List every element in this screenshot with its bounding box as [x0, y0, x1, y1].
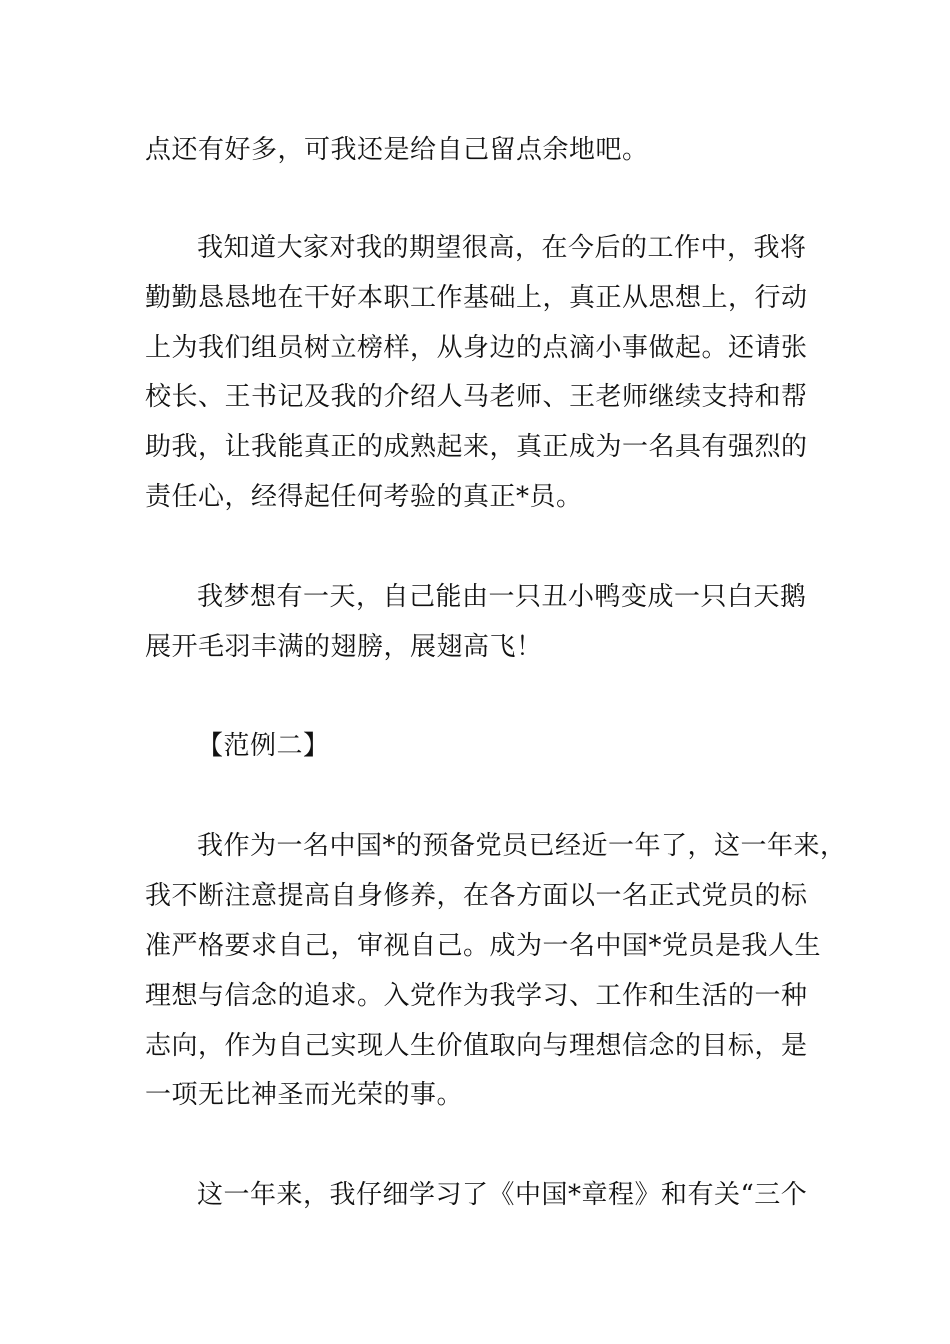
paragraph-line: 这一年来，我仔细学习了《中国*章程》和有关“三个	[197, 1180, 808, 1210]
paragraph-line: 点还有好多，可我还是给自己留点余地吧。	[145, 135, 649, 165]
paragraph-line: 我作为一名中国*的预备党员已经近一年了，这一年来，	[197, 831, 847, 861]
paragraph-line: 我知道大家对我的期望很高，在今后的工作中，我将	[197, 233, 807, 263]
paragraph-line: 责任心，经得起任何考验的真正*员。	[145, 482, 583, 512]
paragraph-line: 准严格要求自己，审视自己。成为一名中国*党员是我人生	[145, 931, 822, 961]
paragraph-line: 理想与信念的追求。入党作为我学习、工作和生活的一种	[145, 981, 808, 1011]
paragraph-line: 我梦想有一天，自己能由一只丑小鸭变成一只白天鹅	[197, 582, 807, 612]
paragraph-line: 上为我们组员树立榜样，从身边的点滴小事做起。还请张	[145, 333, 808, 363]
paragraph-line: 校长、王书记及我的介绍人马老师、王老师继续支持和帮	[145, 382, 808, 412]
paragraph-line: 助我，让我能真正的成熟起来，真正成为一名具有强烈的	[145, 432, 808, 462]
section-heading: 【范例二】	[197, 731, 330, 761]
paragraph-line: 展开毛羽丰满的翅膀，展翅高飞！	[145, 632, 543, 662]
paragraph-line: 勤勤恳恳地在干好本职工作基础上，真正从思想上，行动	[145, 283, 808, 313]
paragraph-line: 志向，作为自己实现人生价值取向与理想信念的目标，是	[145, 1031, 808, 1061]
paragraph-line: 我不断注意提高自身修养，在各方面以一名正式党员的标	[145, 881, 808, 911]
paragraph-line: 一项无比神圣而光荣的事。	[145, 1080, 464, 1110]
